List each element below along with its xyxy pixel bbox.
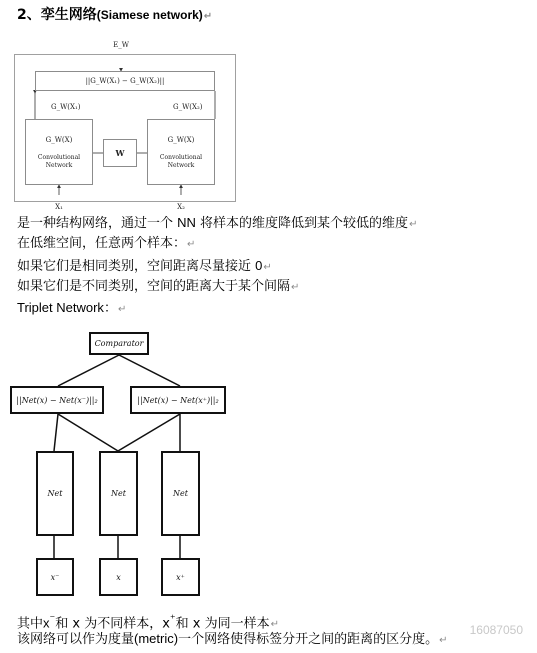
right-distance-box: ||Net(x) − Net(x⁺)||₂	[130, 386, 226, 414]
p7-text-b: (metric)	[134, 631, 179, 646]
p5-text-a: Triplet Network	[17, 300, 104, 315]
right-net-line1: Convolutional	[159, 154, 203, 161]
paragraph-mark-icon: ↵	[270, 619, 279, 631]
right-output-label: G_W(X₂)	[173, 103, 203, 111]
p1-text-b: NN	[177, 215, 196, 230]
p6-text-f: 和 x 为同一样本	[175, 616, 270, 632]
left-output-label: G_W(X₁)	[51, 103, 81, 111]
line-comparator-left	[58, 355, 119, 386]
left-func-label: G_W(X)	[45, 136, 73, 144]
p3-text-b: 0	[255, 258, 263, 273]
left-conv-network-box	[25, 119, 93, 185]
p1-text-a: 是一种结构网络，通过一个	[17, 216, 178, 231]
line-ldist-netleft	[54, 414, 58, 451]
p1-text-c: 将样本的维度降低到某个较低的维度	[195, 216, 409, 231]
left-net-line1: Convolutional	[37, 154, 81, 161]
paragraph-mark-icon: ↵	[263, 262, 272, 273]
paragraph-3	[17, 257, 272, 277]
paragraph-4	[17, 278, 299, 297]
energy-label: E_W	[113, 41, 129, 49]
distance-box	[35, 71, 215, 91]
p3-text-a: 如果它们是相同类别，空间距离尽量接近	[17, 259, 256, 274]
heading-latin: (Siamese network)	[96, 8, 203, 22]
heading-prefix: 2、孪生网络	[17, 7, 97, 23]
right-net-line2: Network	[167, 162, 195, 169]
paragraph-mark-icon: ↵	[203, 11, 213, 22]
line-ldist-netmid	[58, 414, 118, 451]
paragraph-mark-icon: ↵	[187, 239, 196, 250]
section-heading	[17, 4, 212, 24]
net-mid-box: Net	[99, 451, 138, 536]
paragraph-mark-icon: ↵	[409, 219, 418, 230]
p7-text-a: 该网络可以作为度量	[17, 632, 135, 647]
comparator-box: Comparator	[89, 332, 149, 355]
p6-text-e: ⁺	[169, 612, 176, 625]
paragraph-1	[17, 214, 417, 234]
p4-text: 如果它们是不同类别，空间的距离大于某个间隔	[17, 279, 291, 294]
siamese-network-figure	[14, 41, 236, 211]
p6-text-a: 其中	[17, 616, 44, 632]
p6-text-d: 和 x 为不同样本，x	[55, 616, 170, 632]
left-distance-box: ||Net(x) − Net(x⁻)||₂	[10, 386, 104, 414]
p6-text-c: ⁻	[49, 612, 56, 625]
p6-text-b: x	[43, 615, 50, 631]
net-left-box: Net	[36, 451, 74, 536]
p5-text-b: ：	[103, 301, 117, 316]
input-anchor-box: x	[99, 558, 138, 596]
paragraph-mark-icon: ↵	[117, 304, 127, 315]
net-right-box: Net	[161, 451, 200, 536]
shared-weights-box	[103, 139, 137, 167]
left-net-line2: Network	[45, 162, 73, 169]
paragraph-mark-icon: ↵	[439, 635, 448, 646]
input-negative-box: x⁻	[36, 558, 74, 596]
right-input-label: X₂	[177, 203, 185, 211]
shared-weights-label: W	[115, 148, 125, 158]
paragraph-7	[17, 630, 447, 650]
paragraph-5	[17, 299, 126, 319]
paragraph-mark-icon: ↵	[291, 282, 300, 293]
line-comparator-right	[119, 355, 180, 386]
line-rdist-netmid	[118, 414, 180, 451]
paragraph-2	[17, 235, 195, 254]
input-positive-box: x⁺	[161, 558, 200, 596]
distance-label: ||G_W(X₁) − G_W(X₂)||	[85, 77, 165, 85]
triplet-network-figure	[6, 326, 236, 604]
right-func-label: G_W(X)	[167, 136, 195, 144]
watermark: 16087050	[469, 623, 523, 637]
p2-text: 在低维空间，任意两个样本：	[17, 236, 187, 251]
left-input-label: X₁	[55, 203, 63, 211]
right-conv-network-box	[147, 119, 215, 185]
p7-text-c: 一个网络使得标签分开之间的距离的区分度。	[178, 632, 439, 647]
